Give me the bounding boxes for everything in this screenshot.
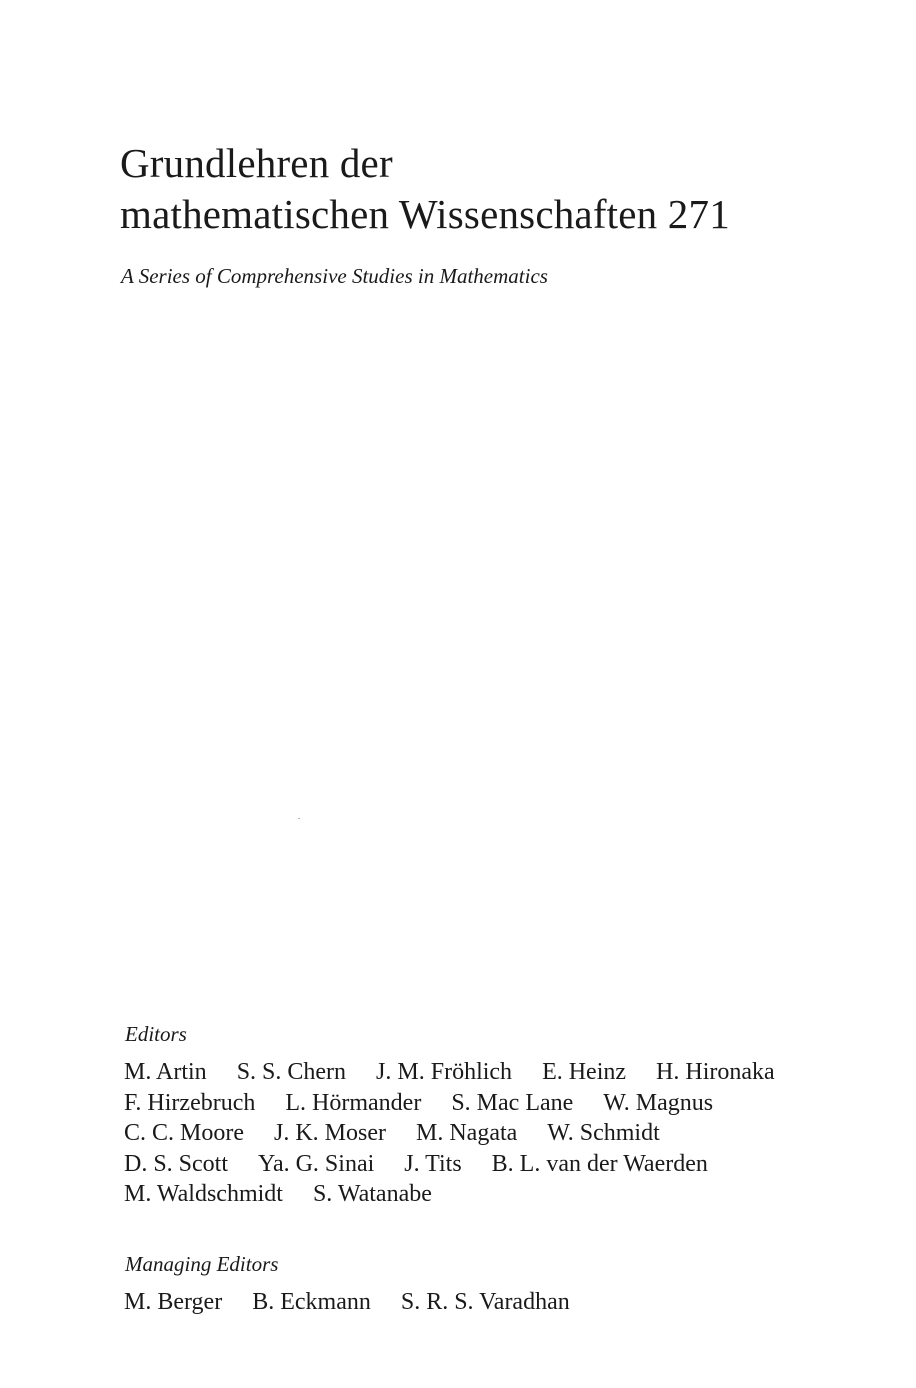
editor-name: D. S. Scott — [124, 1150, 229, 1177]
series-title-line-1: Grundlehren der — [120, 140, 393, 186]
series-title-line-2: mathematischen Wissenschaften 271 — [120, 191, 730, 237]
editors-line — [124, 1179, 775, 1210]
editor-name: W. Schmidt — [547, 1120, 660, 1146]
editor-name: S. Mac Lane — [451, 1089, 574, 1116]
editors-line — [124, 1088, 775, 1119]
editor-name: M. Waldschmidt — [124, 1181, 283, 1207]
series-subtitle: A Series of Comprehensive Studies in Mathematics — [121, 264, 548, 288]
editor-name: J. K. Moser — [274, 1120, 386, 1146]
managing-editor-name: S. R. S. Varadhan — [400, 1289, 570, 1315]
managing-editors-heading: Managing Editors — [125, 1252, 279, 1276]
editor-name: J. Tits — [404, 1150, 462, 1177]
editor-name: S. S. Chern — [236, 1059, 347, 1085]
editor-name: S. Watanabe — [312, 1181, 432, 1207]
editor-name: W. Magnus — [603, 1089, 714, 1116]
editor-name: E. Heinz — [542, 1059, 627, 1085]
editors-list — [124, 1057, 775, 1210]
managing-editor-name: M. Berger — [124, 1289, 223, 1315]
editor-name: B. L. van der Waerden — [491, 1150, 708, 1177]
editor-name: F. Hirzebruch — [124, 1089, 256, 1116]
series-title — [120, 138, 730, 240]
managing-editor-name: B. Eckmann — [252, 1289, 371, 1315]
editors-line — [124, 1118, 775, 1149]
editor-name: M. Nagata — [416, 1120, 518, 1146]
managing-editors-list — [124, 1287, 570, 1318]
editor-name: L. Hörmander — [285, 1089, 422, 1116]
editors-line — [124, 1057, 775, 1088]
editors-heading: Editors — [125, 1022, 187, 1046]
managing-editors-line — [124, 1287, 570, 1318]
editors-line — [124, 1149, 775, 1180]
editor-name: C. C. Moore — [124, 1120, 244, 1146]
editor-name: J. M. Fröhlich — [376, 1059, 513, 1085]
editor-name: Ya. G. Sinai — [258, 1150, 375, 1177]
print-speck — [298, 818, 300, 819]
editor-name: H. Hironaka — [656, 1059, 775, 1085]
editor-name: M. Artin — [124, 1059, 207, 1085]
